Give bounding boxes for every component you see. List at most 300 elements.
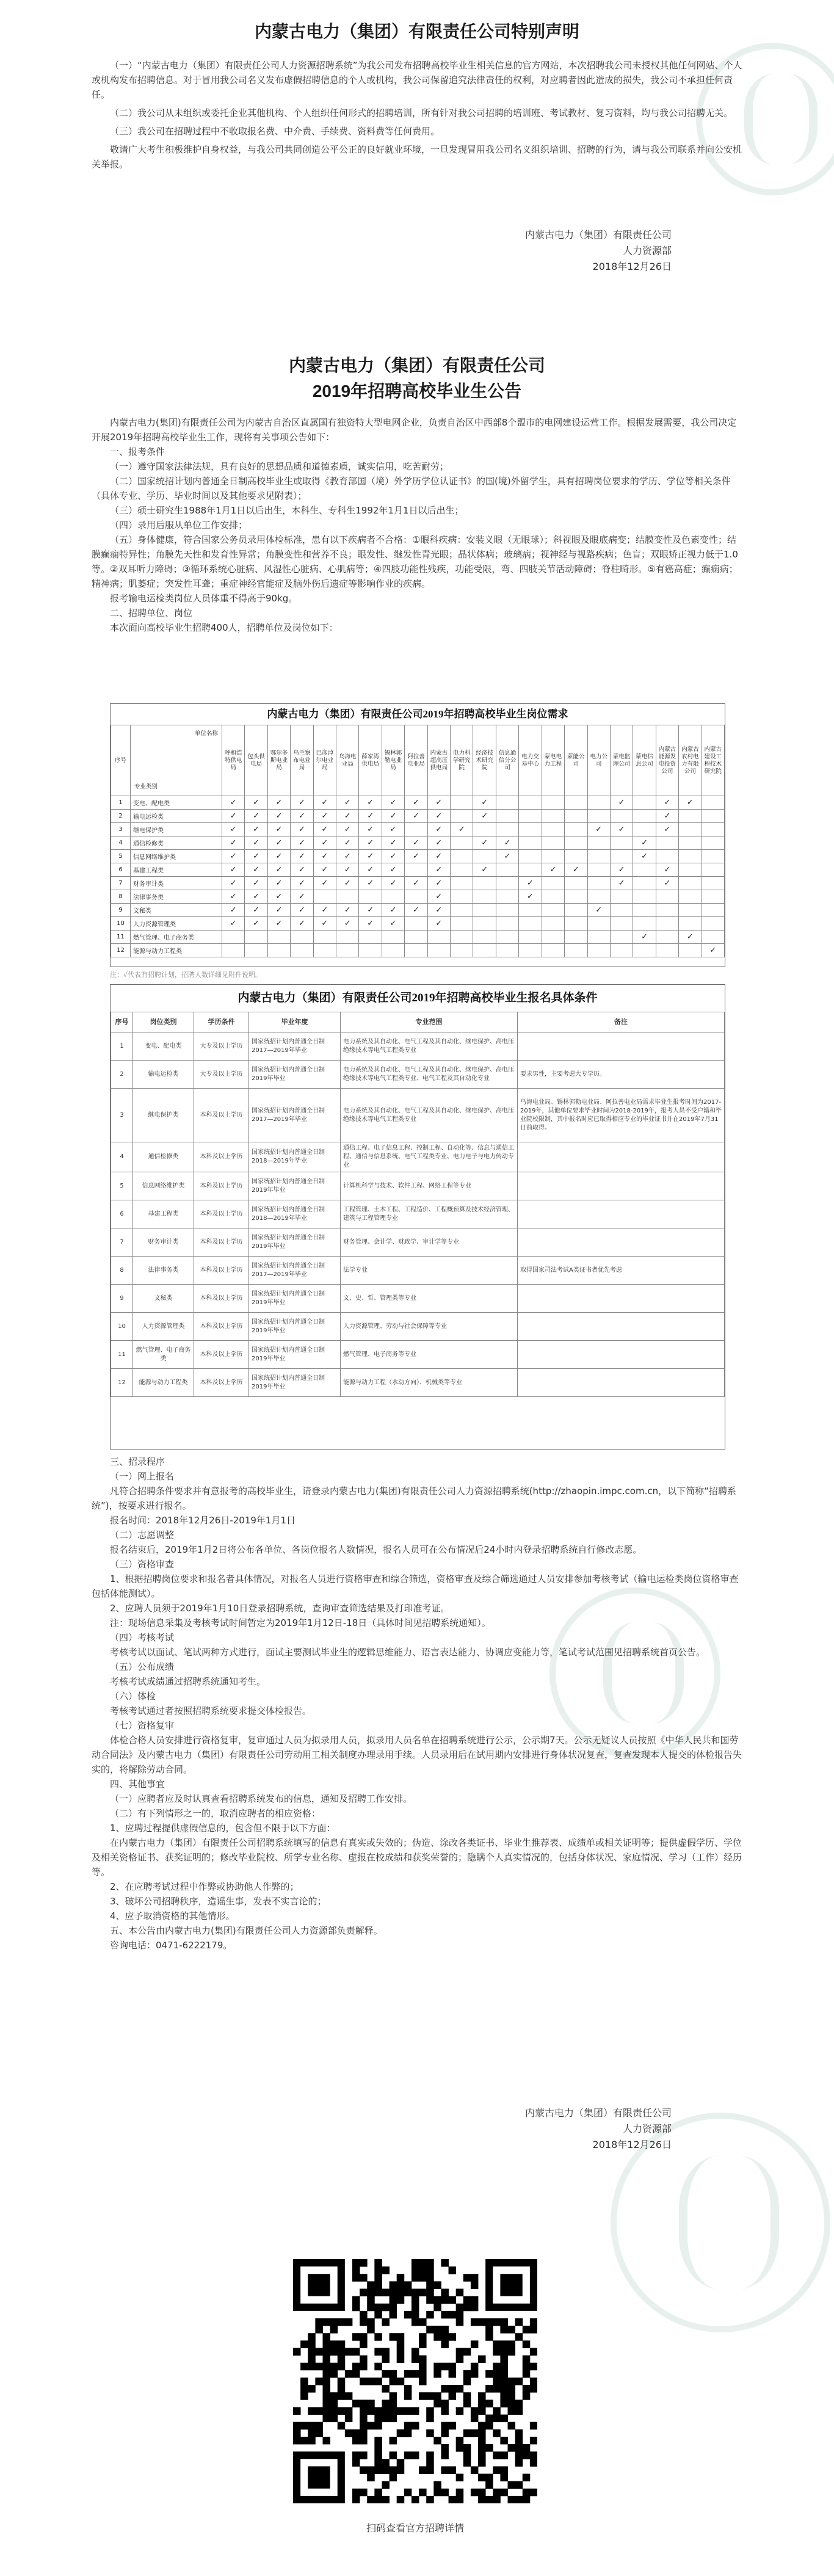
demand-check-mark: ✓: [222, 850, 245, 863]
condition-edu: 本科及以上学历: [194, 1313, 249, 1341]
demand-empty-cell: [451, 917, 473, 931]
condition-remark: 要求男性，主要考虑大专学历。: [518, 1061, 725, 1089]
condition-post: 燃气管理、电子商务类: [133, 1341, 194, 1369]
demand-empty-cell: [542, 890, 564, 904]
condition-seq: 4: [111, 1142, 133, 1172]
condition-post: 文秘类: [133, 1285, 194, 1313]
demand-empty-cell: [702, 890, 724, 904]
announcement-para-cond-3: （三）硕士研究生1988年1月1日以后出生，本科生、专科生1992年1月1日以后出生；: [110, 505, 464, 516]
demand-unit-header: 内蒙古超高压供电局: [427, 725, 450, 796]
demand-header-seq: 序号: [111, 725, 131, 796]
proc-para-18: 四、其他事宜: [110, 1779, 165, 1790]
demand-empty-cell: [245, 944, 267, 957]
demand-check-mark: ✓: [291, 917, 313, 931]
demand-empty-cell: [702, 836, 724, 850]
demand-empty-cell: [451, 810, 473, 823]
condition-post: 继电保护类: [133, 1089, 194, 1142]
condition-remark: [518, 1228, 725, 1257]
demand-unit-header: 蒙电监理公司: [610, 725, 633, 796]
condition-edu: 本科及以上学历: [194, 1089, 249, 1142]
demand-empty-cell: [587, 836, 610, 850]
statement-para-2: （二）我公司从未组织或委托企业其他机构、个人组织任何形式的招聘培训，所有针对我公司招聘的培训班、考试教材、复习资料，均与我公司招聘无关。: [110, 107, 733, 118]
demand-check-mark: ✓: [336, 917, 359, 931]
demand-unit-header: 电力科学研究院: [451, 725, 473, 796]
demand-empty-cell: [519, 850, 542, 863]
demand-unit-header: 蒙电信息公司: [633, 725, 656, 796]
demand-check-mark: ✓: [610, 877, 633, 890]
demand-unit-header: 乌海电业局: [336, 725, 359, 796]
demand-check-mark: ✓: [222, 796, 245, 810]
demand-check-mark: ✓: [405, 796, 427, 810]
demand-check-mark: ✓: [587, 904, 610, 917]
demand-empty-cell: [496, 944, 518, 957]
demand-empty-cell: [565, 931, 587, 944]
condition-seq: 8: [111, 1257, 133, 1285]
condition-edu: 本科及以上学历: [194, 1369, 249, 1397]
demand-empty-cell: [313, 890, 336, 904]
condition-year: 国家统招计划内普通全日制2019年毕业: [249, 1172, 341, 1200]
condition-row: [111, 1285, 725, 1313]
demand-empty-cell: [633, 917, 656, 931]
demand-unit-header: 蒙能公司: [565, 725, 587, 796]
condition-major: 工程管理、土木工程、工程造价、工程概预算及技术经济管理、建筑与工程管理专业: [341, 1200, 518, 1228]
demand-empty-cell: [679, 890, 702, 904]
demand-check-mark: ✓: [427, 904, 450, 917]
demand-empty-cell: [451, 944, 473, 957]
condition-header: 岗位类别: [133, 1012, 194, 1032]
demand-unit-header: 薛家湾供电局: [359, 725, 382, 796]
demand-header-corner: [131, 725, 222, 796]
proc-para-23: 2、在应聘考试过程中作弊或协助他人作弊的；: [110, 1881, 299, 1892]
demand-empty-cell: [610, 850, 633, 863]
demand-table-grid: [111, 725, 725, 957]
condition-year: 国家统招计划内普通全日制2019年毕业: [249, 1285, 341, 1313]
proc-para-4: （二）志愿调整: [110, 1529, 175, 1540]
demand-empty-cell: [473, 850, 496, 863]
condition-edu: 本科及以上学历: [194, 1228, 249, 1257]
demand-empty-cell: [382, 890, 404, 904]
demand-row-seq: 11: [111, 931, 131, 944]
procedure-signature-date: 2018年12月26日: [592, 2139, 672, 2150]
condition-major: 通信工程、电子信息工程、控制工程、自动化等、信息与通信工程、通信与信息系统、电气工程类专业、电力电子与电力传动专业: [341, 1142, 518, 1172]
demand-empty-cell: [565, 796, 587, 810]
demand-empty-cell: [587, 931, 610, 944]
demand-row-seq: 5: [111, 850, 131, 863]
demand-check-mark: ✓: [222, 836, 245, 850]
demand-check-mark: ✓: [405, 904, 427, 917]
demand-check-mark: ✓: [679, 796, 702, 810]
demand-check-mark: ✓: [405, 850, 427, 863]
condition-year: 国家统招计划内普通全日制2018—2019年毕业: [249, 1200, 341, 1228]
demand-empty-cell: [496, 823, 518, 836]
demand-empty-cell: [610, 904, 633, 917]
demand-empty-cell: [473, 944, 496, 957]
demand-empty-cell: [473, 823, 496, 836]
announcement-body: [92, 415, 745, 635]
demand-empty-cell: [679, 810, 702, 823]
demand-row-major: 信息网络维护类: [131, 850, 222, 863]
condition-year: 国家统招计划内普通全日制2018—2019年毕业: [249, 1142, 341, 1172]
demand-check-mark: ✓: [359, 850, 382, 863]
statement-para-1: （一）“内蒙古电力（集团）有限责任公司人力资源招聘系统”为我公司发布招聘高校毕业生相关信息的官方网站，本次招聘我公司未授权其他任何网站、个人或机构发布招聘信息。对于冒用我公司名义发布虚假招聘信息的个人或机构，我公司保留追究法律责任的权利，对应聘者因此造成的损失，我公司不承担任何责任。: [92, 60, 742, 100]
condition-seq: 6: [111, 1200, 133, 1228]
demand-check-mark: ✓: [291, 823, 313, 836]
condition-header: 毕业年度: [249, 1012, 341, 1032]
demand-check-mark: ✓: [245, 850, 267, 863]
condition-major: 电力系统及其自动化、电气工程及其自动化、继电保护、高电压绝缘技术等电气工程类专业: [341, 1032, 518, 1061]
proc-para-17: 体检合格人员安排进行资格复审，复审通过人员为拟录用人员，拟录用人员名单在招聘系统进行公示，公示期7天。公示无疑议人员按照《中华人民共和国劳动合同法》及内蒙古电力（集团）有限责任公司劳动用工相关制度办理录用手续。人员录用后在试用期内安排进行身体状况复查，复查发现本人提交的体检报告失实的，将解除劳动合同。: [92, 1735, 742, 1775]
demand-row: [111, 863, 725, 877]
demand-empty-cell: [587, 877, 610, 890]
condition-row: [111, 1313, 725, 1341]
demand-unit-header: 电力交易中心: [519, 725, 542, 796]
demand-empty-cell: [679, 823, 702, 836]
demand-empty-cell: [542, 944, 564, 957]
demand-row: [111, 944, 725, 957]
condition-post: 变电、配电类: [133, 1032, 194, 1061]
demand-check-mark: ✓: [245, 836, 267, 850]
demand-row-seq: 2: [111, 810, 131, 823]
demand-empty-cell: [451, 796, 473, 810]
proc-para-0: 三、招录程序: [110, 1456, 165, 1467]
demand-empty-cell: [679, 836, 702, 850]
condition-major: 文、史、哲、管理类等专业: [341, 1285, 518, 1313]
demand-row-major: 法律事务类: [131, 890, 222, 904]
demand-empty-cell: [359, 944, 382, 957]
announcement-para-heading-1: 一、报考条件: [110, 446, 165, 457]
demand-empty-cell: [610, 917, 633, 931]
demand-empty-cell: [473, 931, 496, 944]
demand-row: [111, 931, 725, 944]
condition-year: 国家统招计划内普通全日制2017—2019年毕业: [249, 1032, 341, 1061]
proc-para-27: 咨询电话：0471-6222179。: [110, 1940, 233, 1951]
condition-row: [111, 1341, 725, 1369]
condition-header: 学历条件: [194, 1012, 249, 1032]
demand-check-mark: ✓: [359, 863, 382, 877]
demand-check-mark: ✓: [313, 863, 336, 877]
condition-header: 序号: [111, 1012, 133, 1032]
proc-para-10: （四）考核考试: [110, 1632, 175, 1643]
demand-empty-cell: [702, 850, 724, 863]
demand-table-note: 注：√代表有招聘计划，招聘人数详细见附件说明。: [110, 971, 263, 979]
demand-empty-cell: [519, 836, 542, 850]
demand-row-seq: 7: [111, 877, 131, 890]
announcement-para-recruit: 本次面向高校毕业生招聘400人，招聘单位及岗位如下：: [110, 622, 338, 633]
demand-empty-cell: [473, 904, 496, 917]
condition-major: 燃气管理、电子商务等专业: [341, 1341, 518, 1369]
demand-row-major: 人力资源管理类: [131, 917, 222, 931]
demand-empty-cell: [702, 904, 724, 917]
demand-row: [111, 877, 725, 890]
condition-row: [111, 1228, 725, 1257]
proc-para-16: （七）资格复审: [110, 1720, 175, 1731]
demand-unit-header: 蒙电电力工程: [542, 725, 564, 796]
demand-check-mark: ✓: [427, 877, 450, 890]
demand-empty-cell: [291, 931, 313, 944]
demand-empty-cell: [610, 890, 633, 904]
condition-seq: 10: [111, 1313, 133, 1341]
demand-check-mark: ✓: [427, 810, 450, 823]
demand-check-mark: ✓: [222, 904, 245, 917]
demand-check-mark: ✓: [222, 917, 245, 931]
condition-header: 备注: [518, 1012, 725, 1032]
condition-remark: [518, 1032, 725, 1061]
demand-empty-cell: [405, 931, 427, 944]
demand-row-major: 财务审计类: [131, 877, 222, 890]
demand-empty-cell: [633, 877, 656, 890]
demand-empty-cell: [702, 796, 724, 810]
demand-check-mark: ✓: [336, 877, 359, 890]
condition-table-title: 内蒙古电力（集团）有限责任公司2019年招聘高校毕业生报名具体条件: [238, 992, 598, 1004]
demand-empty-cell: [542, 796, 564, 810]
demand-row-major: 通信检修类: [131, 836, 222, 850]
demand-check-mark: ✓: [656, 810, 678, 823]
condition-year: 国家统招计划内普通全日制2019年毕业: [249, 1061, 341, 1089]
demand-row-major: 燃气管理、电子商务类: [131, 931, 222, 944]
condition-seq: 1: [111, 1032, 133, 1061]
demand-empty-cell: [405, 863, 427, 877]
demand-check-mark: ✓: [359, 796, 382, 810]
demand-empty-cell: [656, 904, 678, 917]
condition-remark: 乌海电业局、锡林郭勒电业局、阿拉善电业局需求毕业生报考时间为2017-2019年，其他单位要求毕业时间为2018-2019年，报考人员不受户籍和毕业院校限制，其中报名时应已取得相应专业的毕业证书并在2019年7月31日前取得。: [518, 1089, 725, 1142]
demand-empty-cell: [405, 823, 427, 836]
demand-check-mark: ✓: [610, 796, 633, 810]
demand-empty-cell: [610, 836, 633, 850]
demand-empty-cell: [702, 877, 724, 890]
proc-para-2: 凡符合招聘条件要求并有意报考的高校毕业生，请登录内蒙古电力(集团)有限责任公司人力资源招聘系统(http://zhaopin.impc.com.cn，以下简称“招聘系统”)，按要求进行报名。: [92, 1486, 736, 1511]
demand-empty-cell: [519, 931, 542, 944]
procedure-signature-company: 内蒙古电力（集团）有限责任公司: [524, 2107, 672, 2119]
proc-para-15: 考核考试通过者按照招聘系统要求提交体检报告。: [110, 1705, 312, 1716]
demand-empty-cell: [633, 823, 656, 836]
demand-empty-cell: [702, 917, 724, 931]
demand-empty-cell: [496, 931, 518, 944]
demand-check-mark: ✓: [222, 823, 245, 836]
demand-check-mark: ✓: [359, 823, 382, 836]
condition-year: 国家统招计划内普通全日制2017—2019年毕业: [249, 1257, 341, 1285]
demand-check-mark: ✓: [313, 823, 336, 836]
demand-empty-cell: [496, 810, 518, 823]
demand-check-mark: ✓: [313, 796, 336, 810]
demand-empty-cell: [702, 863, 724, 877]
demand-check-mark: ✓: [222, 890, 245, 904]
demand-check-mark: ✓: [267, 904, 290, 917]
condition-major: 电力系统及其自动化、电气工程及其自动化、继电保护、高电压绝缘技术等电气工程类专业: [341, 1089, 518, 1142]
demand-check-mark: ✓: [336, 810, 359, 823]
demand-empty-cell: [519, 917, 542, 931]
demand-check-mark: ✓: [405, 836, 427, 850]
condition-remark: [518, 1313, 725, 1341]
announcement-para-cond-2: （二）国家统招计划内普通全日制高校毕业生或取得《教育部国（境）外学历学位认证书》的国(境)外留学生，具有招聘岗位要求的学历、学位等相关条件（具体专业、学历、毕业时间以及其他要求见附表）；: [92, 476, 731, 501]
demand-check-mark: ✓: [382, 836, 404, 850]
demand-check-mark: ✓: [565, 863, 587, 877]
demand-empty-cell: [267, 931, 290, 944]
statement-signature-company: 内蒙古电力（集团）有限责任公司: [524, 229, 672, 241]
demand-empty-cell: [565, 850, 587, 863]
condition-table: [110, 984, 725, 1449]
demand-check-mark: ✓: [313, 836, 336, 850]
demand-check-mark: ✓: [336, 796, 359, 810]
demand-empty-cell: [565, 917, 587, 931]
announcement-para-cond-5: （五）身体健康，符合国家公务员录用体检标准，患有以下疾病者不合格：①眼科疾病：安装义眼（无眼球）；斜视眼及眼底病变；结膜变性及色素变性；结膜癫痫特异性；角膜先天性和发育性异常；角膜变性和营养不良；眼发性、继发性青光眼；晶状体病；玻璃病；视神经与视路疾病；色盲；双眼矫正视力低于1.0等。②双耳听力障碍；③循环系统心脏病、风湿性心脏病、心肌病等；④四肢功能性残疾，功能受限，弯、四肢关节活动障碍；脊柱畸形。⑤有癌高症；癫痫病；精神病；肌萎症；突发性耳聋；重症神经官能症及脑外伤后遗症等影响作业的疾病。: [92, 534, 738, 589]
demand-unit-header: 阿拉善电业局: [405, 725, 427, 796]
demand-check-mark: ✓: [291, 863, 313, 877]
announcement-para-cond-1: （一）遵守国家法律法规，具有良好的思想品质和道德素质，诚实信用，吃苦耐劳；: [110, 461, 449, 472]
demand-empty-cell: [519, 904, 542, 917]
demand-check-mark: ✓: [359, 810, 382, 823]
demand-check-mark: ✓: [222, 877, 245, 890]
condition-remark: [518, 1172, 725, 1200]
demand-empty-cell: [633, 890, 656, 904]
demand-check-mark: ✓: [267, 890, 290, 904]
demand-empty-cell: [496, 796, 518, 810]
demand-check-mark: ✓: [245, 810, 267, 823]
demand-row: [111, 796, 725, 810]
demand-check-mark: ✓: [473, 863, 496, 877]
demand-header-unit: 单位名称: [194, 730, 218, 737]
demand-empty-cell: [336, 931, 359, 944]
demand-empty-cell: [451, 863, 473, 877]
demand-unit-header: 乌兰察布电业局: [291, 725, 313, 796]
condition-year: 国家统招计划内普通全日制2019年毕业: [249, 1369, 341, 1397]
demand-empty-cell: [496, 863, 518, 877]
announcement-title-line2: 2019年招聘高校毕业生公告: [312, 382, 522, 401]
demand-check-mark: ✓: [313, 850, 336, 863]
demand-empty-cell: [633, 944, 656, 957]
demand-header-major: 专业类别: [134, 783, 158, 790]
demand-empty-cell: [451, 931, 473, 944]
condition-post: 通信检修类: [133, 1142, 194, 1172]
demand-empty-cell: [633, 796, 656, 810]
demand-check-mark: ✓: [656, 877, 678, 890]
condition-seq: 5: [111, 1172, 133, 1200]
demand-empty-cell: [473, 917, 496, 931]
demand-empty-cell: [587, 890, 610, 904]
demand-row-seq: 12: [111, 944, 131, 957]
demand-check-mark: ✓: [473, 810, 496, 823]
demand-empty-cell: [587, 917, 610, 931]
demand-check-mark: ✓: [382, 904, 404, 917]
condition-post: 法律事务类: [133, 1257, 194, 1285]
demand-check-mark: ✓: [656, 796, 678, 810]
demand-row: [111, 904, 725, 917]
demand-check-mark: ✓: [496, 850, 518, 863]
condition-seq: 9: [111, 1285, 133, 1313]
demand-empty-cell: [633, 863, 656, 877]
demand-check-mark: ✓: [679, 931, 702, 944]
announcement-para-weight: 报考输电运检类岗位人员体重不得高于90kg。: [110, 593, 298, 604]
demand-empty-cell: [587, 944, 610, 957]
condition-remark: [518, 1341, 725, 1369]
demand-check-mark: ✓: [245, 917, 267, 931]
demand-empty-cell: [542, 917, 564, 931]
proc-para-5: 报名结束后，2019年1月2日将公布各单位、各岗位报名人数情况，报名人员可在公布情况后24小时内登录招聘系统自行修改志愿。: [110, 1544, 642, 1555]
demand-row-major: 能源与动力工程类: [131, 944, 222, 957]
demand-check-mark: ✓: [633, 836, 656, 850]
demand-row-seq: 8: [111, 890, 131, 904]
demand-empty-cell: [542, 810, 564, 823]
demand-check-mark: ✓: [405, 877, 427, 890]
demand-empty-cell: [519, 810, 542, 823]
condition-edu: 大专及以上学历: [194, 1032, 249, 1061]
demand-empty-cell: [565, 836, 587, 850]
demand-empty-cell: [359, 931, 382, 944]
demand-empty-cell: [679, 904, 702, 917]
statement-title: 内蒙古电力（集团）有限责任公司特别声明: [254, 22, 579, 41]
demand-unit-header: 鄂尔多斯电业局: [267, 725, 290, 796]
demand-check-mark: ✓: [267, 850, 290, 863]
proc-para-11: 考核考试以面试、笔试两种方式进行，面试主要测试毕业生的逻辑思维能力、语言表达能力、协调应变能力等，笔试考试范围见招聘系统首页公告。: [110, 1647, 706, 1658]
demand-check-mark: ✓: [382, 917, 404, 931]
condition-row: [111, 1061, 725, 1089]
demand-empty-cell: [405, 917, 427, 931]
statement-signature-date: 2018年12月26日: [592, 261, 672, 272]
demand-empty-cell: [382, 944, 404, 957]
demand-check-mark: ✓: [336, 904, 359, 917]
demand-empty-cell: [496, 890, 518, 904]
proc-para-9: 注：现场信息采集及考核考试时间暂定为2019年1月12日-18日（具体时间见招聘系统通知）。: [110, 1617, 491, 1628]
demand-empty-cell: [267, 944, 290, 957]
statement-body: [92, 58, 745, 172]
demand-empty-cell: [451, 850, 473, 863]
demand-check-mark: ✓: [267, 877, 290, 890]
announcement-title-line1: 内蒙古电力（集团）有限责任公司: [288, 356, 545, 375]
demand-empty-cell: [565, 877, 587, 890]
proc-para-24: 3、破坏公司招聘秩序，造谣生事，发表不实言论的；: [110, 1896, 327, 1907]
demand-unit-header: 锡林郭勒电业局: [382, 725, 404, 796]
statement-para-3: （三）我公司在招聘过程中不收取报名费、中介费、手续费、资料费等任何费用。: [110, 126, 440, 137]
demand-empty-cell: [656, 890, 678, 904]
qr-caption: 扫码查看官方招聘详情: [366, 2522, 464, 2534]
demand-check-mark: ✓: [656, 863, 678, 877]
demand-check-mark: ✓: [313, 877, 336, 890]
condition-row: [111, 1369, 725, 1397]
demand-row: [111, 917, 725, 931]
demand-empty-cell: [519, 823, 542, 836]
proc-para-21: 1、应聘过程提供虚假信息的，包含但不限于以下方面：: [110, 1823, 336, 1834]
demand-check-mark: ✓: [267, 810, 290, 823]
demand-empty-cell: [656, 850, 678, 863]
condition-row: [111, 1257, 725, 1285]
demand-empty-cell: [702, 931, 724, 944]
condition-remark: [518, 1200, 725, 1228]
demand-empty-cell: [313, 931, 336, 944]
demand-unit-header: 内蒙古建设工程技术研究院: [702, 725, 724, 796]
announcement-para-cond-4: （四）录用后服从单位工作安排；: [110, 520, 248, 531]
demand-empty-cell: [565, 904, 587, 917]
demand-check-mark: ✓: [359, 904, 382, 917]
demand-check-mark: ✓: [587, 823, 610, 836]
proc-para-14: （六）体检: [110, 1691, 156, 1702]
demand-check-mark: ✓: [245, 863, 267, 877]
condition-edu: 本科及以上学历: [194, 1285, 249, 1313]
demand-empty-cell: [542, 931, 564, 944]
demand-empty-cell: [656, 944, 678, 957]
condition-row: [111, 1032, 725, 1061]
qr-code-image[interactable]: [293, 2259, 537, 2503]
demand-check-mark: ✓: [267, 917, 290, 931]
demand-check-mark: ✓: [427, 836, 450, 850]
condition-edu: 本科及以上学历: [194, 1200, 249, 1228]
demand-empty-cell: [519, 796, 542, 810]
demand-check-mark: ✓: [267, 863, 290, 877]
demand-check-mark: ✓: [267, 796, 290, 810]
demand-empty-cell: [587, 863, 610, 877]
procedure-signature-dept: 人力资源部: [622, 2123, 672, 2135]
condition-year: 国家统招计划内普通全日制2019年毕业: [249, 1228, 341, 1257]
proc-para-13: 考核考试成绩通过招聘系统通知考生。: [110, 1676, 266, 1687]
proc-para-3: 报名时间：2018年12月26日-2019年1月1日: [110, 1515, 296, 1526]
